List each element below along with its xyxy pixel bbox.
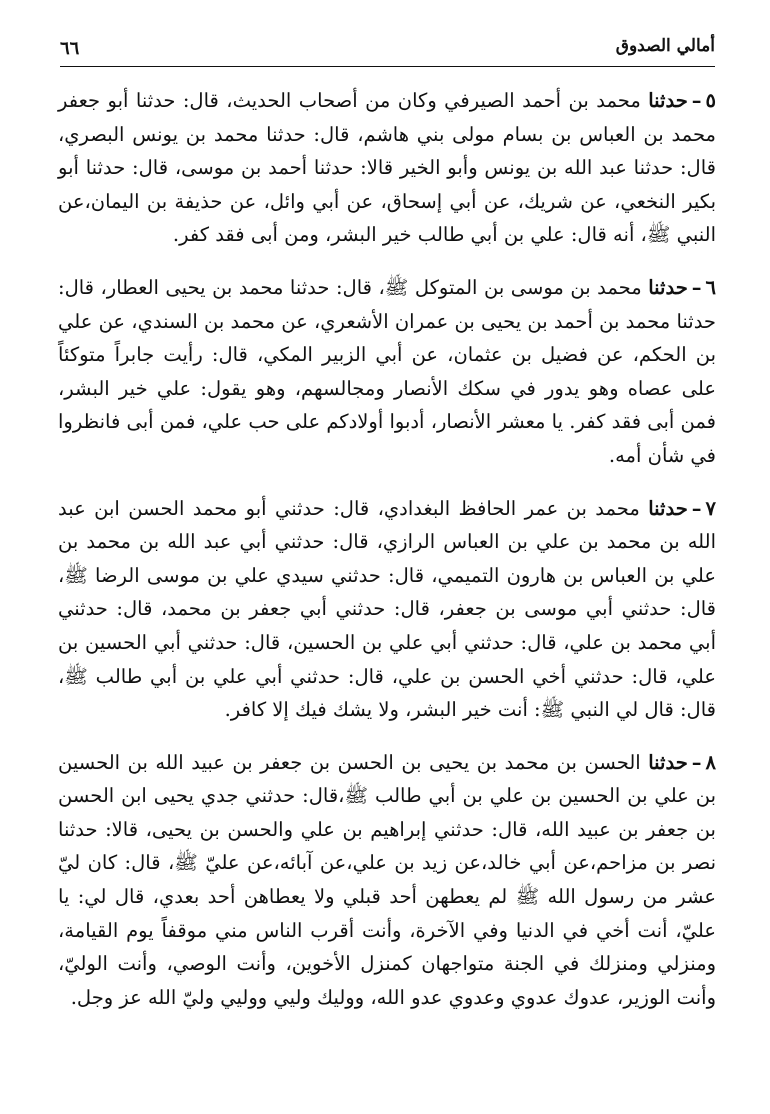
hadith-5	[58, 84, 716, 252]
hadith-number: ٨	[705, 750, 717, 774]
hadith-lead: حدثنا	[648, 275, 688, 299]
hadith-dash: –	[691, 275, 702, 299]
hadith-text: الحسن بن محمد بن يحيى بن الحسن بن جعفر بن عبيد الله بن الحسين بن علي بن الحسين بن علي بن أبي طالب ﷺ،قال: حدثني جدي يحيى ابن الحسن بن جعفر بن عبيد الله، قال: حدثني إبراهيم بن علي والحسن بن يحيى، قالا: حدثنا نصر بن مزاحم،عن أبي خالد،عن زيد بن علي،عن آبائه،عن عليّ ﷺ، قال: كان ليّ عشر من رسول الله ﷺ لم يعطهن أحد قبلي ولا يعطاهن أحد بعدي، قال لي: يا عليّ، أنت أخي في الدنيا وفي الآخرة، وأنت أقرب الناس مني موقفاً يوم القيامة، ومنزلي ومنزلك في الجنة متواجهان كمنزل الأخوين، وأنت الوصي، وأنت الوليّ، وأنت الوزير، عدوك عدوي وعدوي عدو الله، ووليك وليي ووليي وليّ الله عز وجل.	[58, 750, 716, 1009]
book-title: أمالي الصدوق	[615, 36, 715, 56]
hadith-dash: –	[691, 750, 702, 774]
hadith-8	[58, 746, 716, 1015]
hadith-dash: –	[691, 496, 702, 520]
hadith-7	[58, 492, 716, 727]
hadith-number: ٧	[705, 496, 717, 520]
hadith-text: محمد بن موسى بن المتوكل ﷺ، قال: حدثنا محمد بن يحيى العطار، قال: حدثنا محمد بن أحمد بن يحيى بن عمران الأشعري، عن محمد بن السندي، عن علي بن الحكم، عن فضيل بن عثمان، عن أبي الزبير المكي، قال: رأيت جابراً متوكئاً على عصاه وهو يدور في سكك الأنصار ومجالسهم، وهو يقول: علي خير البشر، فمن أبى فقد كفر. يا معشر الأنصار، أدبوا أولادكم على حب علي، فمن أبى فانظروا في شأن أمه.	[58, 275, 716, 467]
page-body	[58, 84, 716, 1014]
hadith-text: محمد بن أحمد الصيرفي وكان من أصحاب الحديث، قال: حدثنا أبو جعفر محمد بن العباس بن بسام مولى بني هاشم، قال: حدثنا محمد بن يونس البصري، قال: حدثنا عبد الله بن يونس وأبو الخير قالا: حدثنا أحمد بن موسى، قال: حدثنا أبو بكير النخعي، عن شريك، عن أبي إسحاق، عن أبي وائل، عن حذيفة بن اليمان،عن النبي ﷺ، أنه قال: علي بن أبي طالب خير البشر، ومن أبى فقد كفر.	[58, 89, 716, 247]
hadith-dash: –	[691, 89, 702, 112]
hadith-lead: حدثنا	[648, 89, 688, 112]
hadith-number: ٦	[705, 275, 716, 299]
hadith-number: ٥	[705, 89, 716, 112]
page-number: ٦٦	[60, 38, 80, 59]
hadith-6	[58, 271, 716, 473]
hadith-lead: حدثنا	[648, 496, 688, 520]
hadith-lead: حدثنا	[648, 750, 688, 774]
hadith-text: محمد بن عمر الحافظ البغدادي، قال: حدثني أبو محمد الحسن ابن عبد الله بن محمد بن علي بن العباس الرازي، قال: حدثني أبي عبد الله بن محمد بن علي بن العباس بن هارون التميمي، قال: حدثني سيدي علي بن موسى الرضا ﷺ، قال: حدثني أبي موسى بن جعفر، قال: حدثني أبي جعفر بن محمد، قال: حدثني أبي محمد بن علي، قال: حدثني أبي علي بن الحسين، قال: حدثني أبي الحسين بن علي، قال: حدثني أخي الحسن بن علي، قال: حدثني أبي علي بن أبي طالب ﷺ، قال: قال لي النبي ﷺ: أنت خير البشر، ولا يشك فيك إلا كافر.	[58, 496, 716, 722]
header-divider	[60, 66, 715, 67]
